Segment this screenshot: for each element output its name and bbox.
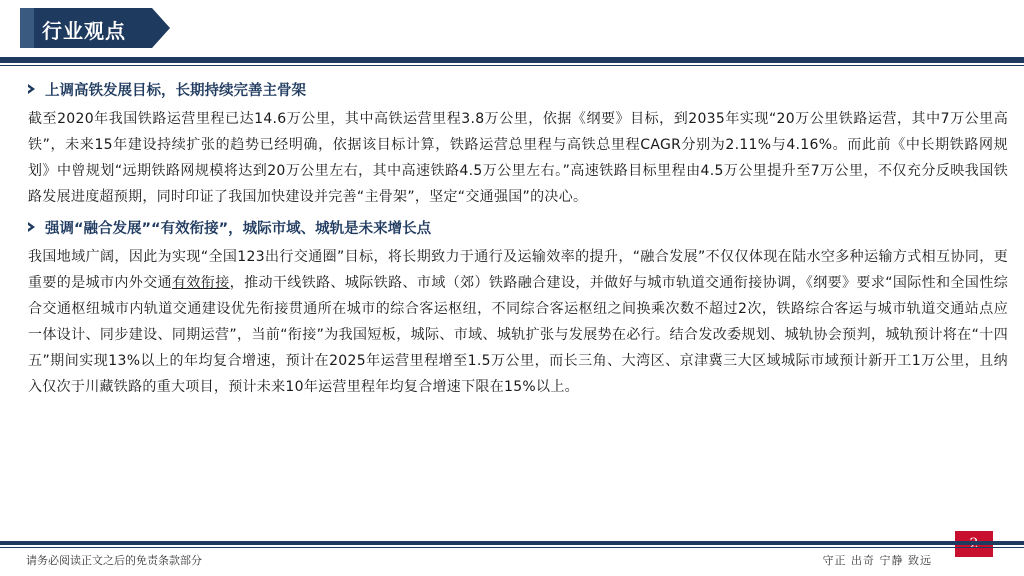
paragraph-2-part-2: ，推动干线铁路、城际铁路、市域（郊）铁路融合建设，并做好与城市轨道交通衔接协调，《纲要》要求“国际性和全国性综合交通枢纽城市内轨道交通建设优先衔接贯通所在城市的综合客运枢纽，不同综合客运枢纽之间换乘次数不超过2次，铁路综合客运与城市轨道交通站点应一体设计、同步建设、同期运营”，当前“衔接”为我国短板，城际、市域、城轨扩张与发展势在必行。结合发改委规划、城轨协会预判，城轨预计将在“十四五”期间实现13%以上的年均复合增速，预计在2025年运营里程增至1.5万公里，而长三角、大湾区、京津冀三大区域城际市域预计新开工1万公里，且纳入仅次于川藏铁路的重大项目，预计未来10年运营里程年均复合增速下限在15%以上。: [28, 275, 1009, 395]
section-paragraph-1: 截至2020年我国铁路运营里程已达14.6万公里，其中高铁运营里程3.8万公里，依据《纲要》目标，到2035年实现“20万公里铁路运营，其中7万公里高铁”，未来15年建设持续扩张的趋势已经明确，依据该目标计算，铁路运营总里程与高铁总里程CAGR分别为2.11%与4.16%。而此前《中长期铁路网规划》中曾规划“远期铁路网规模将达到20万公里左右，其中高速铁路4.5万公里左右。”高速铁路目标里程由4.5万公里提升至7万公里，不仅充分反映我国铁路发展进度超预期，同时印证了我国加快建设并完善“主骨架”，坚定“交通强国”的决心。: [28, 111, 1008, 205]
arrow-bullet-icon: [28, 222, 35, 232]
section-heading-2: [28, 216, 1008, 238]
paragraph-2-part-1: 我国地域广阔，因此为实现“全国123出行交通圈”目标，将长期致力于通行及运输效率的提升，“融合发展”不仅仅体现在陆水空多种运输方式相互协同，更重要的是城市内外交通: [28, 249, 1008, 291]
footer-motto: 守正 出奇 宁静 致远: [822, 554, 932, 567]
page-title: 行业观点: [42, 19, 126, 43]
section-paragraph-2: [28, 244, 1008, 400]
section-heading-1: [28, 78, 1008, 100]
footer-rule-thin: [0, 547, 1024, 548]
title-tab-edge: [20, 8, 34, 48]
section-heading-1-text: 上调高铁发展目标，长期持续完善主骨架: [45, 82, 306, 99]
footer-rule-thick: [0, 541, 1024, 545]
section-heading-2-text: 强调“融合发展”“有效衔接”，城际市域、城轨是未来增长点: [45, 220, 432, 237]
header-rule-thin: [0, 65, 1024, 66]
footer-disclaimer: 请务必阅读正文之后的免责条款部分: [26, 554, 202, 567]
header-rule-thick: [0, 57, 1024, 63]
effective-connection-link[interactable]: 有效衔接: [172, 275, 230, 291]
arrow-bullet-icon: [28, 84, 35, 94]
main-content: [28, 72, 1008, 404]
